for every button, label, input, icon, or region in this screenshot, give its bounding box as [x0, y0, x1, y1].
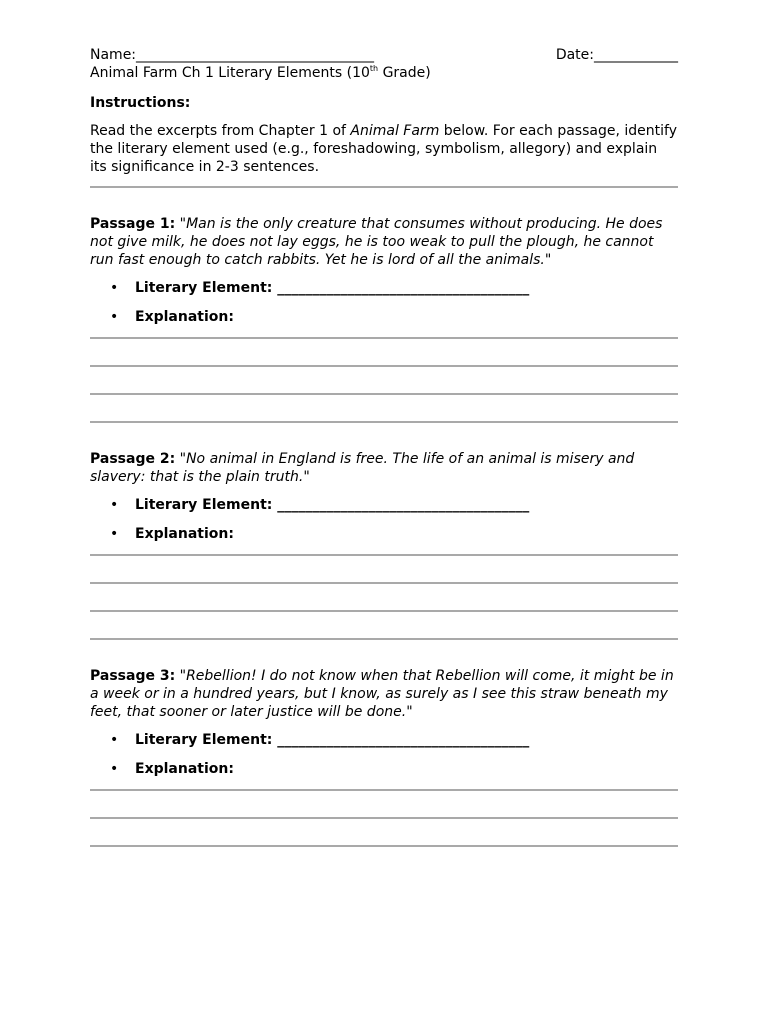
- worksheet-title-end: Grade): [378, 65, 431, 81]
- passage-2: [90, 450, 678, 640]
- instructions-heading: Instructions:: [90, 95, 191, 111]
- passage-1: [90, 215, 678, 423]
- bullet-icon: •: [110, 280, 119, 296]
- explanation-label: Explanation:: [135, 761, 234, 777]
- bullet-icon: •: [110, 526, 119, 542]
- bullet-icon: •: [110, 761, 119, 777]
- passage-label: Passage 1:: [90, 216, 176, 232]
- instructions-text-pre: Read the excerpts from Chapter 1 of: [90, 123, 351, 139]
- name-field: Name:__________________________________: [90, 47, 375, 63]
- bullet-icon: •: [110, 309, 119, 325]
- passage-label: Passage 3:: [90, 668, 176, 684]
- bullet-icon: •: [110, 732, 119, 748]
- answer-line: [90, 638, 678, 640]
- answer-line: [90, 393, 678, 395]
- book-title: Animal Farm: [350, 123, 440, 139]
- answer-line: [90, 817, 678, 819]
- answer-line: [90, 421, 678, 423]
- answer-line: [90, 365, 678, 367]
- literary-element-label: Literary Element: ____________________________________: [135, 280, 530, 296]
- answer-line: [90, 845, 678, 847]
- passage-3-prompts: [90, 731, 678, 778]
- explanation-prompt: [90, 308, 678, 326]
- literary-element-label: Literary Element: ____________________________________: [135, 732, 530, 748]
- answer-lines: [90, 789, 678, 847]
- passage-quote: Man is the only creature that consumes without producing. He does not give milk, he does not lay eggs, he is too weak to pull the plough, he cannot run fast enough to catch rabbits. Yet he is lord of all the animals.: [90, 216, 663, 268]
- bullet-icon: •: [110, 497, 119, 513]
- worksheet-content: [90, 44, 678, 847]
- explanation-label: Explanation:: [135, 309, 234, 325]
- answer-line: [90, 789, 678, 791]
- section-divider: [90, 186, 678, 188]
- passage-2-text: Passage 2: "No animal in England is free. The life of an animal is misery and slavery: that is the plain truth.": [90, 451, 635, 485]
- worksheet-title-ordinal: th: [369, 64, 379, 73]
- passage-3: [90, 667, 678, 847]
- literary-element-label: Literary Element: ____________________________________: [135, 497, 530, 513]
- answer-line: [90, 554, 678, 556]
- instructions-text: [90, 122, 678, 176]
- date-field: Date:____________: [555, 47, 678, 63]
- answer-line: [90, 582, 678, 584]
- literary-element-prompt: [90, 496, 678, 514]
- literary-element-prompt: [90, 279, 678, 297]
- worksheet-title-main: Animal Farm Ch 1 Literary Elements (10: [90, 65, 370, 81]
- explanation-prompt: [90, 525, 678, 543]
- passage-3-text: Passage 3: "Rebellion! I do not know when that Rebellion will come, it might be in a week or in a hundred years, but I know, as surely as I see this straw beneath my feet, that sooner or later justice will be done.": [90, 668, 674, 720]
- instructions-text-post: below. For each passage, identify the literary element used (e.g., foreshadowing, symbolism, allegory) and explain its significance in 2-3 sentences.: [90, 123, 677, 175]
- passage-label: Passage 2:: [90, 451, 176, 467]
- literary-element-prompt: [90, 731, 678, 749]
- worksheet-title: [90, 64, 678, 82]
- answer-lines: [90, 337, 678, 423]
- passage-quote: No animal in England is free. The life of an animal is misery and slavery: that is the plain truth.: [90, 451, 635, 485]
- answer-lines: [90, 554, 678, 640]
- passage-quote: Rebellion! I do not know when that Rebellion will come, it might be in a week or in a hundred years, but I know, as surely as I see this straw beneath my feet, that sooner or later justice will be done.: [90, 668, 674, 720]
- explanation-label: Explanation:: [135, 526, 234, 542]
- passage-1-text: Passage 1: "Man is the only creature that consumes without producing. He does not give milk, he does not lay eggs, he is too weak to pull the plough, he cannot run fast enough to catch rabbits. Yet he is lord of all the animals.": [90, 216, 663, 268]
- passage-2-prompts: [90, 496, 678, 543]
- header-row: [90, 46, 678, 64]
- explanation-prompt: [90, 760, 678, 778]
- passage-1-prompts: [90, 279, 678, 326]
- answer-line: [90, 337, 678, 339]
- answer-line: [90, 610, 678, 612]
